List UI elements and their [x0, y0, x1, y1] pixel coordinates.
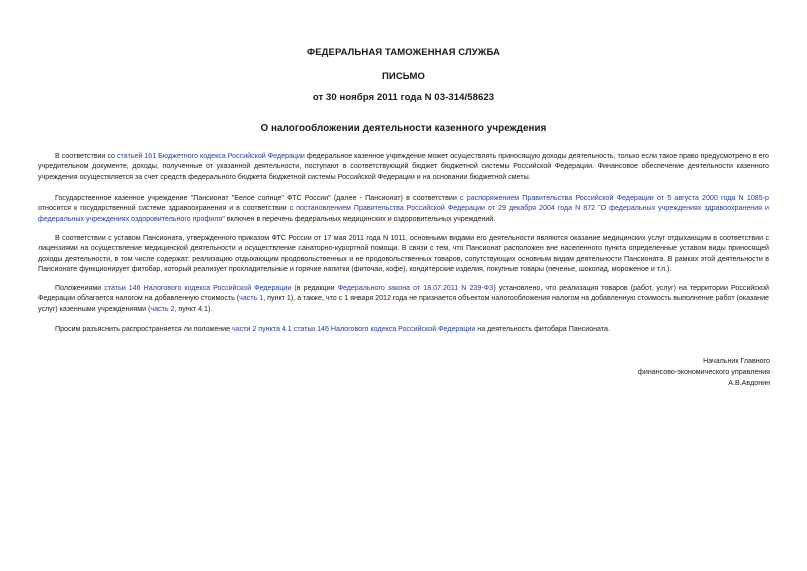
link-government-resolution-872[interactable]: постановлением Правительства Российской Федерации от 29 декабря 2004 года N 872: [296, 204, 596, 213]
paragraph-text: на деятельность фитобара Пансионата.: [475, 325, 610, 333]
paragraph-text: В соответствии со: [55, 152, 117, 160]
link-government-order-1085[interactable]: с распоряжением Правительства Российской Федерации от 5 августа 2000 года N 1085-р: [460, 194, 769, 202]
link-tax-code-art-146[interactable]: статьи 146 Налогового кодекса Российской Федерации: [104, 284, 292, 292]
paragraph-text: (в редакции: [291, 284, 338, 292]
document-subject: О налогообложении деятельности казенного учреждения: [260, 123, 547, 134]
paragraph-2: [38, 193, 769, 224]
link-resolution-title[interactable]: "О федеральных учреждениях здравоохранения и федеральных учреждениях оздоровительного профиля": [38, 204, 769, 223]
signature-department: финансово-экономического управления: [638, 368, 770, 376]
link-budget-code-art-161[interactable]: статьей 161 Бюджетного кодекса Российской Федерации: [116, 152, 305, 160]
document-date-number: от 30 ноября 2011 года N 03-314/58623: [312, 92, 495, 103]
paragraph-text: Просим разъяснить распространяется ли положение: [55, 325, 232, 333]
paragraph-text: включен в перечень федеральных медицинских и оздоровительных учреждений.: [224, 214, 496, 223]
paragraph-text: ) установлено, что реализация товаров (работ, услуг) на территории Российской Федерации облагается налогом на добавленную стоимость (: [38, 284, 770, 303]
link-part-1[interactable]: часть 1: [239, 294, 264, 303]
paragraph-text: Государственное казенное учреждение "Пансионат "Белое солнце" ФТС России" (далее - Пансионат) в соответствии: [55, 194, 460, 202]
paragraph-4: [38, 283, 769, 314]
signature-name: А.В.Авдонин: [728, 379, 770, 387]
paragraph-3: [38, 233, 769, 274]
link-part-2[interactable]: часть 2: [150, 304, 175, 313]
document-type: ПИСЬМО: [381, 71, 425, 82]
link-federal-law-239[interactable]: Федерального закона от 18.07.2011 N 239-ФЗ: [337, 284, 494, 292]
paragraph-text: относится к государственной системе здравоохранения и в соответствии с: [38, 204, 297, 213]
paragraph-text: Положениями: [55, 284, 105, 292]
paragraph-5: [38, 324, 769, 334]
signature-position: Начальник Главного: [703, 357, 770, 365]
paragraph-1: [38, 151, 769, 182]
paragraph-text: В соответствии с уставом Пансионата, утвержденного приказом ФТС России от 17 мая 2011 года N 1011, основными видами его деятельности являются оказание медицинских услуг отдыхающим в соответствии с лицензиями на осуществление медицинской деятельности и осуществление санаторно-курортной помощи. В связи с тем, что Пансионат расположен вне населенного пункта определенные уставом виды приносящей доходы деятельности, в том числе содержат: реализацию отдыхающим продовольственных и не продовольственных товаров, сопутствующих основным видам деятельности Пансионата. В рамках этой деятельности в Пансионате функционирует фитобар, который реализует прохладительные и горячие напитки (фиточаи, кофе), кондитерские изделия, покупные товары (печенье, шоколад, мороженое и т.п.).: [38, 234, 769, 273]
link-tax-code-part-2-item-4-1[interactable]: части 2 пункта 4.1 статьи 146 Налогового кодекса Российской Федерации: [232, 325, 476, 333]
paragraph-text: , пункт 1), а также, что с 1 января 2012 года не признается объектом налогообложения налогом на добавленную стоимость выполнение работ (оказание услуг) казенными учреждениями (: [38, 294, 769, 313]
paragraph-text: федеральное казенное учреждение может осуществлять приносящую доходы деятельность, только если такое право предусмотрено в его учредительном документе, доходы, полученные от указанной деятельности, поступают в соответствующий бюджет бюджетной системы Российской Федерации. Финансовое обеспечение деятельности казенного учреждения осуществляется за счет средств федерального бюджета бюджетной системы Российской Федерации и на основании бюджетной сметы.: [38, 152, 769, 181]
paragraph-text: , пункт 4.1).: [174, 304, 213, 313]
agency-title: ФЕДЕРАЛЬНАЯ ТАМОЖЕННАЯ СЛУЖБА: [307, 47, 500, 58]
